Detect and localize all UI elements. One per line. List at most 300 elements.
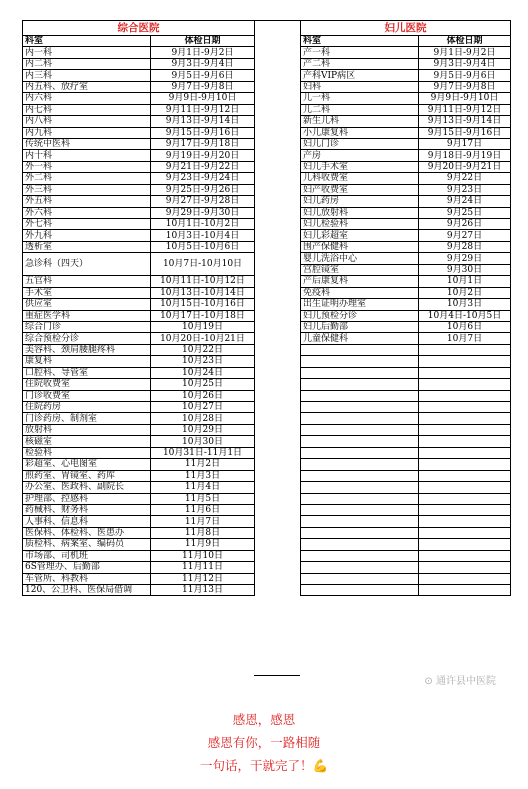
empty-cell	[301, 585, 419, 596]
date-cell: 10月3日-10月4日	[151, 230, 255, 241]
table-row	[23, 116, 255, 127]
footer-line-3-text: 一句话，干就完了！	[199, 758, 313, 773]
empty-cell	[301, 379, 419, 390]
empty-cell	[419, 539, 511, 550]
date-cell: 9月11日-9月12日	[419, 104, 511, 115]
dept-column-header: 科室	[23, 36, 151, 47]
empty-cell	[419, 424, 511, 435]
footer-line-3	[0, 754, 528, 777]
date-cell: 10月22日	[151, 344, 255, 355]
table-row	[23, 299, 255, 310]
flexed-biceps-icon: 💪	[312, 758, 329, 773]
dept-cell: 核磁室	[23, 436, 151, 447]
dept-cell: 儿童保健科	[301, 333, 419, 344]
date-cell: 9月28日	[419, 241, 511, 252]
date-cell: 10月29日	[151, 424, 255, 435]
table-row	[301, 241, 511, 252]
dept-cell: 产科VIP病区	[301, 70, 419, 81]
empty-cell	[301, 402, 419, 413]
dept-cell: 产一科	[301, 47, 419, 58]
watermark	[424, 672, 496, 687]
dept-cell: 内二科	[23, 58, 151, 69]
dept-cell: 内六科	[23, 93, 151, 104]
date-cell: 9月17日-9月18日	[151, 138, 255, 149]
general-hospital-table	[22, 20, 255, 596]
dept-cell: 儿一科	[301, 93, 419, 104]
empty-cell	[419, 585, 511, 596]
dept-cell: 内十科	[23, 150, 151, 161]
date-cell: 9月1日-9月2日	[419, 47, 511, 58]
date-cell: 10月13日-10月14日	[151, 287, 255, 298]
empty-cell	[419, 527, 511, 538]
empty-cell	[419, 390, 511, 401]
empty-cell	[419, 550, 511, 561]
table-row	[23, 356, 255, 367]
empty-cell	[419, 470, 511, 481]
table-row	[23, 390, 255, 401]
date-cell: 9月11日-9月12日	[151, 104, 255, 115]
table-row	[301, 196, 511, 207]
general-hospital-title: 综合医院	[23, 21, 255, 36]
empty-row	[301, 390, 511, 401]
women-children-hospital-table-body	[301, 21, 511, 596]
date-cell: 9月3日-9月4日	[419, 58, 511, 69]
date-cell: 9月15日-9月16日	[419, 127, 511, 138]
date-cell: 10月30日	[151, 436, 255, 447]
empty-cell	[301, 504, 419, 515]
table-row	[23, 310, 255, 321]
date-cell: 9月25日-9月26日	[151, 184, 255, 195]
empty-cell	[419, 402, 511, 413]
empty-row	[301, 493, 511, 504]
empty-cell	[301, 539, 419, 550]
table-row	[23, 367, 255, 378]
empty-row	[301, 447, 511, 458]
date-cell: 9月23日	[419, 184, 511, 195]
date-cell: 9月5日-9月6日	[419, 70, 511, 81]
table-row	[23, 184, 255, 195]
dept-column-header: 科室	[301, 36, 419, 47]
date-cell: 9月18日-9月19日	[419, 150, 511, 161]
date-cell: 9月27日-9月28日	[151, 196, 255, 207]
empty-row	[301, 539, 511, 550]
date-cell: 10月11日-10月12日	[151, 276, 255, 287]
date-cell: 10月1日-10月2日	[151, 219, 255, 230]
date-cell: 10月6日	[419, 321, 511, 332]
date-cell: 11月11日	[151, 562, 255, 573]
dept-cell: 医保科、体检科、医患办	[23, 527, 151, 538]
table-row	[23, 379, 255, 390]
date-cell: 9月29日-9月30日	[151, 207, 255, 218]
dept-cell: 外七科	[23, 219, 151, 230]
table-row	[301, 116, 511, 127]
table-row	[23, 482, 255, 493]
table-row	[23, 47, 255, 58]
table-row	[23, 459, 255, 470]
empty-row	[301, 424, 511, 435]
table-row	[23, 138, 255, 149]
dept-cell: 妇儿门诊	[301, 138, 419, 149]
date-cell: 11月5日	[151, 493, 255, 504]
table-row	[23, 196, 255, 207]
date-cell: 9月7日-9月8日	[419, 81, 511, 92]
dept-cell: 传统中医科	[23, 138, 151, 149]
date-cell: 9月22日	[419, 173, 511, 184]
empty-row	[301, 367, 511, 378]
table-row	[23, 241, 255, 252]
date-cell: 9月21日-9月22日	[151, 161, 255, 172]
date-cell: 10月23日	[151, 356, 255, 367]
date-cell: 11月8日	[151, 527, 255, 538]
empty-row	[301, 344, 511, 355]
date-cell: 11月6日	[151, 504, 255, 515]
table-row	[23, 550, 255, 561]
empty-cell	[301, 470, 419, 481]
dept-cell: 免疫科	[301, 287, 419, 298]
table-row	[301, 321, 511, 332]
table-gap	[254, 20, 300, 676]
table-row	[23, 127, 255, 138]
empty-row	[301, 585, 511, 596]
dept-cell: 门诊收费室	[23, 390, 151, 401]
table-row	[301, 150, 511, 161]
date-column-header: 体检日期	[419, 36, 511, 47]
table-row	[301, 127, 511, 138]
dept-cell: 车管所、科教科	[23, 573, 151, 584]
date-cell: 11月3日	[151, 470, 255, 481]
empty-cell	[301, 390, 419, 401]
table-row	[23, 527, 255, 538]
dept-cell: 手术室	[23, 287, 151, 298]
empty-cell	[419, 356, 511, 367]
empty-row	[301, 356, 511, 367]
dept-cell: 外一科	[23, 161, 151, 172]
date-cell: 10月28日	[151, 413, 255, 424]
dept-cell: 小儿康复科	[301, 127, 419, 138]
date-cell: 10月27日	[151, 402, 255, 413]
dept-cell: 内三科	[23, 70, 151, 81]
table-row	[301, 207, 511, 218]
watermark-text: 通许县中医院	[436, 676, 496, 687]
empty-cell	[419, 379, 511, 390]
table-row	[23, 573, 255, 584]
date-cell: 9月9日-9月10日	[419, 93, 511, 104]
table-row	[23, 104, 255, 115]
dept-cell: 煎药室、胃镜室、药库	[23, 470, 151, 481]
date-cell: 10月3日	[419, 299, 511, 310]
empty-cell	[301, 493, 419, 504]
dept-cell: 妇儿检验科	[301, 219, 419, 230]
dept-cell: 彩超室、心电图室	[23, 459, 151, 470]
dept-cell: 新生儿科	[301, 116, 419, 127]
date-cell: 10月31日-11月1日	[151, 447, 255, 458]
dept-cell: 120、公卫科、医保局借调	[23, 585, 151, 596]
table-row	[23, 436, 255, 447]
women-children-hospital-table	[300, 20, 511, 596]
date-cell: 9月29日	[419, 253, 511, 264]
date-cell: 10月25日	[151, 379, 255, 390]
women-children-hospital-title: 妇儿医院	[301, 21, 511, 36]
table-row	[23, 447, 255, 458]
empty-cell	[301, 367, 419, 378]
date-cell: 9月24日	[419, 196, 511, 207]
table-row	[301, 230, 511, 241]
table-row	[23, 161, 255, 172]
date-cell: 11月12日	[151, 573, 255, 584]
table-row	[23, 470, 255, 481]
dept-cell: 药械科、财务科	[23, 504, 151, 515]
dept-cell: 内一科	[23, 47, 151, 58]
table-row	[23, 585, 255, 596]
dept-cell: 外六科	[23, 207, 151, 218]
empty-cell	[301, 527, 419, 538]
date-cell: 9月27日	[419, 230, 511, 241]
dept-cell: 急诊科（四天）	[23, 253, 151, 276]
dept-cell: 妇产收费室	[301, 184, 419, 195]
table-row	[23, 150, 255, 161]
table-row	[23, 81, 255, 92]
date-cell: 10月4日-10月5日	[419, 310, 511, 321]
table-row	[23, 253, 255, 276]
dept-cell: 住院药房	[23, 402, 151, 413]
table-row	[23, 344, 255, 355]
dept-cell: 内九科	[23, 127, 151, 138]
table-row	[301, 219, 511, 230]
empty-cell	[419, 493, 511, 504]
empty-cell	[419, 562, 511, 573]
date-cell: 10月15日-10月16日	[151, 299, 255, 310]
table-row	[23, 173, 255, 184]
empty-cell	[419, 573, 511, 584]
date-cell: 10月2日	[419, 287, 511, 298]
empty-row	[301, 527, 511, 538]
table-row	[23, 402, 255, 413]
empty-cell	[301, 413, 419, 424]
empty-cell	[419, 447, 511, 458]
dept-cell: 产二科	[301, 58, 419, 69]
date-cell: 9月26日	[419, 219, 511, 230]
date-cell: 9月23日-9月24日	[151, 173, 255, 184]
dept-cell: 围产保健科	[301, 241, 419, 252]
dept-cell: 放射科	[23, 424, 151, 435]
empty-cell	[419, 504, 511, 515]
table-row	[23, 539, 255, 550]
empty-cell	[419, 436, 511, 447]
dept-cell: 外二科	[23, 173, 151, 184]
empty-row	[301, 482, 511, 493]
date-cell: 9月30日	[419, 264, 511, 275]
empty-cell	[301, 356, 419, 367]
dept-cell: 产后康复科	[301, 276, 419, 287]
table-row	[23, 493, 255, 504]
dept-cell: 妇儿后勤部	[301, 321, 419, 332]
dept-cell: 人事科、信息科	[23, 516, 151, 527]
table-row	[301, 299, 511, 310]
dept-cell: 办公室、医政科、副院长	[23, 482, 151, 493]
date-cell: 9月13日-9月14日	[151, 116, 255, 127]
empty-row	[301, 402, 511, 413]
dept-cell: 妇科	[301, 81, 419, 92]
dept-cell: 儿科收费室	[301, 173, 419, 184]
empty-row	[301, 470, 511, 481]
empty-cell	[301, 424, 419, 435]
table-row	[23, 516, 255, 527]
table-row	[301, 47, 511, 58]
empty-cell	[419, 459, 511, 470]
date-cell: 10月20日-10月21日	[151, 333, 255, 344]
date-column-header: 体检日期	[151, 36, 255, 47]
date-cell: 11月9日	[151, 539, 255, 550]
table-row	[301, 138, 511, 149]
table-row	[301, 161, 511, 172]
empty-cell	[419, 344, 511, 355]
dept-cell: 综合预检分诊	[23, 333, 151, 344]
date-cell: 11月10日	[151, 550, 255, 561]
table-row	[23, 207, 255, 218]
date-cell: 9月9日-9月10日	[151, 93, 255, 104]
table-row	[23, 70, 255, 81]
footer-message	[0, 708, 528, 777]
empty-row	[301, 379, 511, 390]
empty-cell	[301, 459, 419, 470]
table-row	[301, 264, 511, 275]
dept-cell: 透析室	[23, 241, 151, 252]
dept-cell: 内五科、放疗室	[23, 81, 151, 92]
date-cell: 11月7日	[151, 516, 255, 527]
dept-cell: 综合门诊	[23, 321, 151, 332]
dept-cell: 住院收费室	[23, 379, 151, 390]
empty-cell	[419, 413, 511, 424]
date-cell: 9月25日	[419, 207, 511, 218]
date-cell: 9月1日-9月2日	[151, 47, 255, 58]
schedule-sheet	[22, 20, 510, 687]
table-row	[301, 93, 511, 104]
empty-cell	[419, 516, 511, 527]
empty-row	[301, 562, 511, 573]
table-row	[301, 253, 511, 264]
wechat-icon: ⊙	[424, 676, 433, 687]
date-cell: 11月13日	[151, 585, 255, 596]
empty-row	[301, 413, 511, 424]
empty-row	[301, 504, 511, 515]
empty-cell	[301, 573, 419, 584]
dept-cell: 市场部、司机班	[23, 550, 151, 561]
empty-cell	[301, 482, 419, 493]
dept-cell: 内八科	[23, 116, 151, 127]
table-row	[301, 276, 511, 287]
dept-cell: 外五科	[23, 196, 151, 207]
dept-cell: 护理部、控感科	[23, 493, 151, 504]
dept-cell: 宫腔镜室	[301, 264, 419, 275]
empty-cell	[419, 482, 511, 493]
dept-cell: 口腔科、导管室	[23, 367, 151, 378]
table-row	[301, 70, 511, 81]
dept-cell: 检验科	[23, 447, 151, 458]
table-row	[301, 184, 511, 195]
dept-cell: 妇儿预检分诊	[301, 310, 419, 321]
table-row	[23, 424, 255, 435]
table-row	[23, 93, 255, 104]
empty-cell	[301, 436, 419, 447]
date-cell: 10月24日	[151, 367, 255, 378]
empty-cell	[301, 550, 419, 561]
date-cell: 9月3日-9月4日	[151, 58, 255, 69]
table-row	[23, 413, 255, 424]
table-row	[23, 321, 255, 332]
dept-cell: 美容科、颈肩腰腿疼科	[23, 344, 151, 355]
table-row	[301, 81, 511, 92]
empty-row	[301, 573, 511, 584]
dept-cell: 内七科	[23, 104, 151, 115]
date-cell: 10月26日	[151, 390, 255, 401]
dept-cell: 门诊药房、制剂室	[23, 413, 151, 424]
date-cell: 9月20日-9月21日	[419, 161, 511, 172]
dept-cell: 妇儿放射科	[301, 207, 419, 218]
table-row	[301, 287, 511, 298]
dept-cell: 6S管理办、后勤部	[23, 562, 151, 573]
dept-cell: 儿二科	[301, 104, 419, 115]
footer-line-1: 感恩，感恩	[232, 712, 296, 727]
table-row	[23, 333, 255, 344]
empty-cell	[301, 516, 419, 527]
dept-cell: 婴儿洗浴中心	[301, 253, 419, 264]
footer-line-2: 感恩有你，一路相随	[207, 735, 321, 750]
date-cell: 9月15日-9月16日	[151, 127, 255, 138]
date-cell: 9月13日-9月14日	[419, 116, 511, 127]
dept-cell: 产房	[301, 150, 419, 161]
table-row	[23, 58, 255, 69]
dept-cell: 妇儿手术室	[301, 161, 419, 172]
table-row	[23, 276, 255, 287]
dept-cell: 妇儿药房	[301, 196, 419, 207]
table-row	[301, 333, 511, 344]
dept-cell: 质检科、病案室、编码员	[23, 539, 151, 550]
date-cell: 10月1日	[419, 276, 511, 287]
table-row	[23, 230, 255, 241]
date-cell: 10月5日-10月6日	[151, 241, 255, 252]
table-row	[23, 504, 255, 515]
table-row	[301, 310, 511, 321]
empty-cell	[301, 447, 419, 458]
empty-row	[301, 550, 511, 561]
empty-row	[301, 436, 511, 447]
empty-cell	[419, 367, 511, 378]
date-cell: 10月7日	[419, 333, 511, 344]
date-cell: 10月17日-10月18日	[151, 310, 255, 321]
date-cell: 11月4日	[151, 482, 255, 493]
dept-cell: 妇儿彩超室	[301, 230, 419, 241]
date-cell: 9月5日-9月6日	[151, 70, 255, 81]
table-row	[301, 58, 511, 69]
empty-cell	[301, 562, 419, 573]
dept-cell: 重症医学科	[23, 310, 151, 321]
dept-cell: 五官科	[23, 276, 151, 287]
table-row	[23, 219, 255, 230]
dept-cell: 出生证明办理室	[301, 299, 419, 310]
table-row	[23, 287, 255, 298]
empty-cell	[301, 344, 419, 355]
table-row	[301, 173, 511, 184]
date-cell: 9月19日-9月20日	[151, 150, 255, 161]
dept-cell: 供应室	[23, 299, 151, 310]
dept-cell: 外九科	[23, 230, 151, 241]
date-cell: 10月7日-10月10日	[151, 253, 255, 276]
date-cell: 9月7日-9月8日	[151, 81, 255, 92]
date-cell: 9月17日	[419, 138, 511, 149]
table-row	[23, 562, 255, 573]
empty-row	[301, 459, 511, 470]
dept-cell: 外三科	[23, 184, 151, 195]
